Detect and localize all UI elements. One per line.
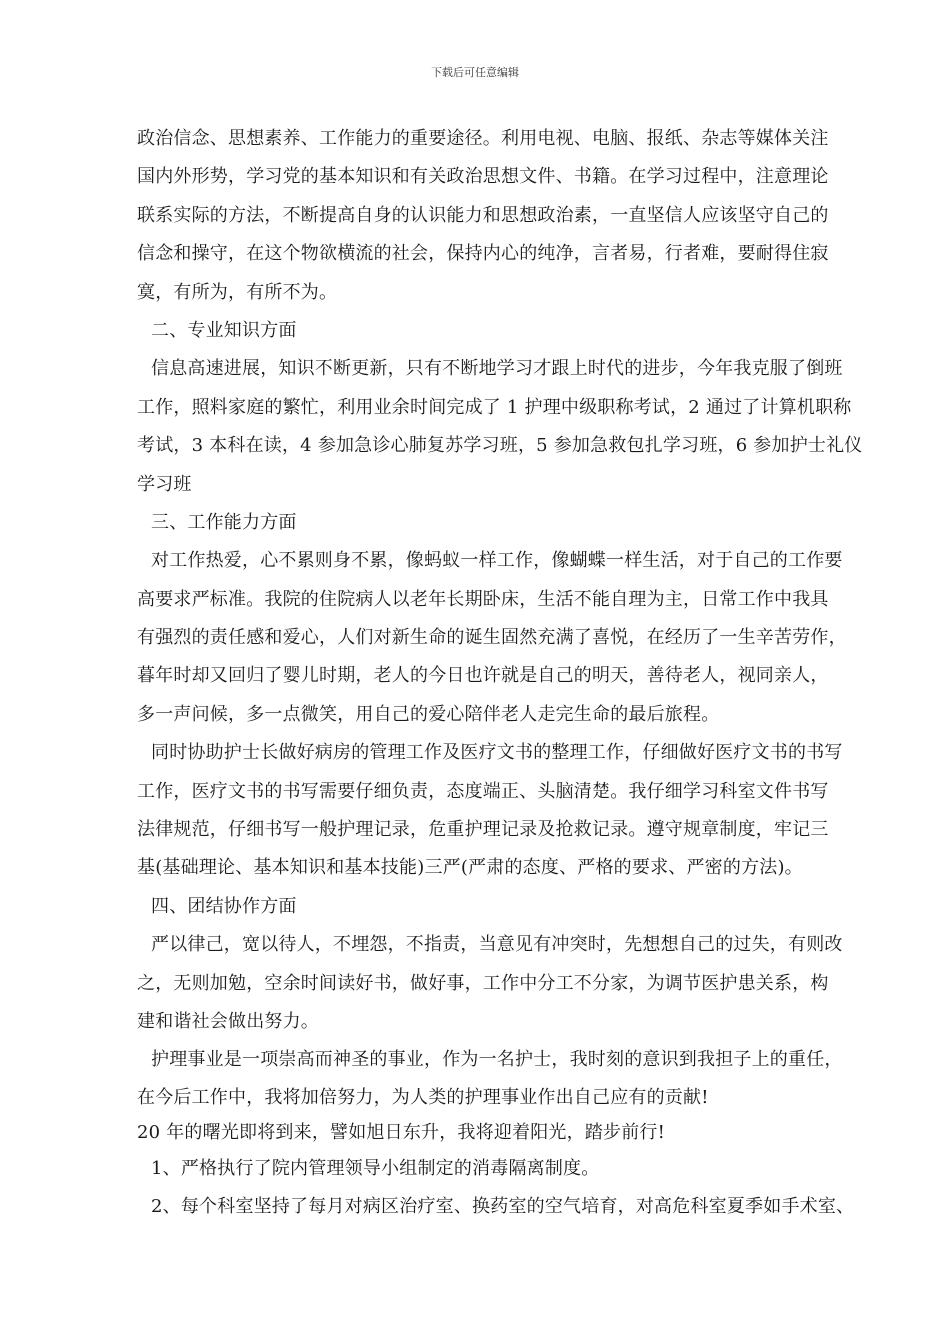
text-line: 20 年的曙光即将到来，譬如旭日东升，我将迎着阳光，踏步前行! bbox=[137, 1121, 666, 1143]
text-line: 1、严格执行了院内管理领导小组制定的消毒隔离制度。 bbox=[151, 1157, 600, 1179]
text-line: 二、专业知识方面 bbox=[151, 319, 297, 341]
text-line: 三、工作能力方面 bbox=[151, 511, 297, 533]
text-line: 政治信念、思想素养、工作能力的重要途径。利用电视、电脑、报纸、杂志等媒体关注 bbox=[137, 128, 829, 149]
text-line: 高要求严标准。我院的住院病人以老年长期卧床，生活不能自理为主，日常工作中我具 bbox=[137, 588, 829, 610]
text-line: 同时协助护士长做好病房的管理工作及医疗文书的整理工作，仔细做好医疗文书的书写 bbox=[151, 742, 843, 764]
document-body bbox=[137, 120, 893, 1227]
text-line: 信念和操守，在这个物欲横流的社会，保持内心的纯净，言者易，行者难，要耐得住寂 bbox=[137, 243, 829, 265]
text-line: 在今后工作中，我将加倍努力，为人类的护理事业作出自己应有的贡献! bbox=[137, 1086, 709, 1108]
text-line: 对工作热爱，心不累则身不累，像蚂蚁一样工作，像蝴蝶一样生活，对于自己的工作要 bbox=[151, 550, 843, 572]
text-line: 法律规范，仔细书写一般护理记录，危重护理记录及抢救记录。遵守规章制度，牢记三 bbox=[137, 819, 829, 841]
text-line: 信息高速进展，知识不断更新，只有不断地学习才跟上时代的进步，今年我克服了倒班 bbox=[151, 358, 843, 380]
text-line: 工作，照料家庭的繁忙，利用业余时间完成了 1 护理中级职称考试，2 通过了计算机职称 bbox=[137, 396, 852, 418]
text-line: 工作，医疗文书的书写需要仔细负责，态度端正、头脑清楚。我仔细学习科室文件书写 bbox=[137, 780, 829, 802]
text-line: 暮年时却又回归了婴儿时期，老人的今日也许就是自己的明天，善待老人，视同亲人， bbox=[137, 665, 829, 687]
text-line: 多一声问候，多一点微笑，用自己的爱心陪伴老人走完生命的最后旅程。 bbox=[137, 703, 720, 725]
text-line: 严以律己，宽以待人，不埋怨，不指责，当意见有冲突时，先想想自己的过失，有则改 bbox=[151, 934, 843, 956]
text-line: 2、每个科室坚持了每月对病区治疗室、换药室的空气培育，对高危科室夏季如手术室、 bbox=[151, 1196, 855, 1218]
text-line: 学习班 bbox=[137, 473, 192, 495]
text-line: 建和谐社会做出努力。 bbox=[137, 1010, 319, 1032]
text-line: 考试，3 本科在读，4 参加急诊心肺复苏学习班，5 参加急救包扎学习班，6 参加护士礼仪 bbox=[137, 435, 863, 457]
text-line: 联系实际的方法，不断提高自身的认识能力和思想政治素，一直坚信人应该坚守自己的 bbox=[137, 204, 829, 226]
text-line: 之，无则加勉，空余时间读好书，做好事，工作中分工不分家，为调节医护患关系，构 bbox=[137, 972, 829, 994]
text-line: 寞，有所为，有所不为。 bbox=[137, 281, 338, 303]
text-line: 基(基础理论、基本知识和基本技能)三严(严肃的态度、严格的要求、严密的方法)。 bbox=[137, 857, 803, 879]
text-line: 四、团结协作方面 bbox=[151, 895, 297, 917]
page-header: 下载后可任意编辑 bbox=[431, 66, 519, 79]
text-line: 国内外形势，学习党的基本知识和有关政治思想文件、书籍。在学习过程中，注意理论 bbox=[137, 166, 829, 188]
text-line: 有强烈的责任感和爱心，人们对新生命的诞生固然充满了喜悦，在经历了一生辛苦劳作， bbox=[137, 627, 847, 649]
text-line: 护理事业是一项崇高而神圣的事业，作为一名护士，我时刻的意识到我担子上的重任， bbox=[151, 1049, 843, 1071]
